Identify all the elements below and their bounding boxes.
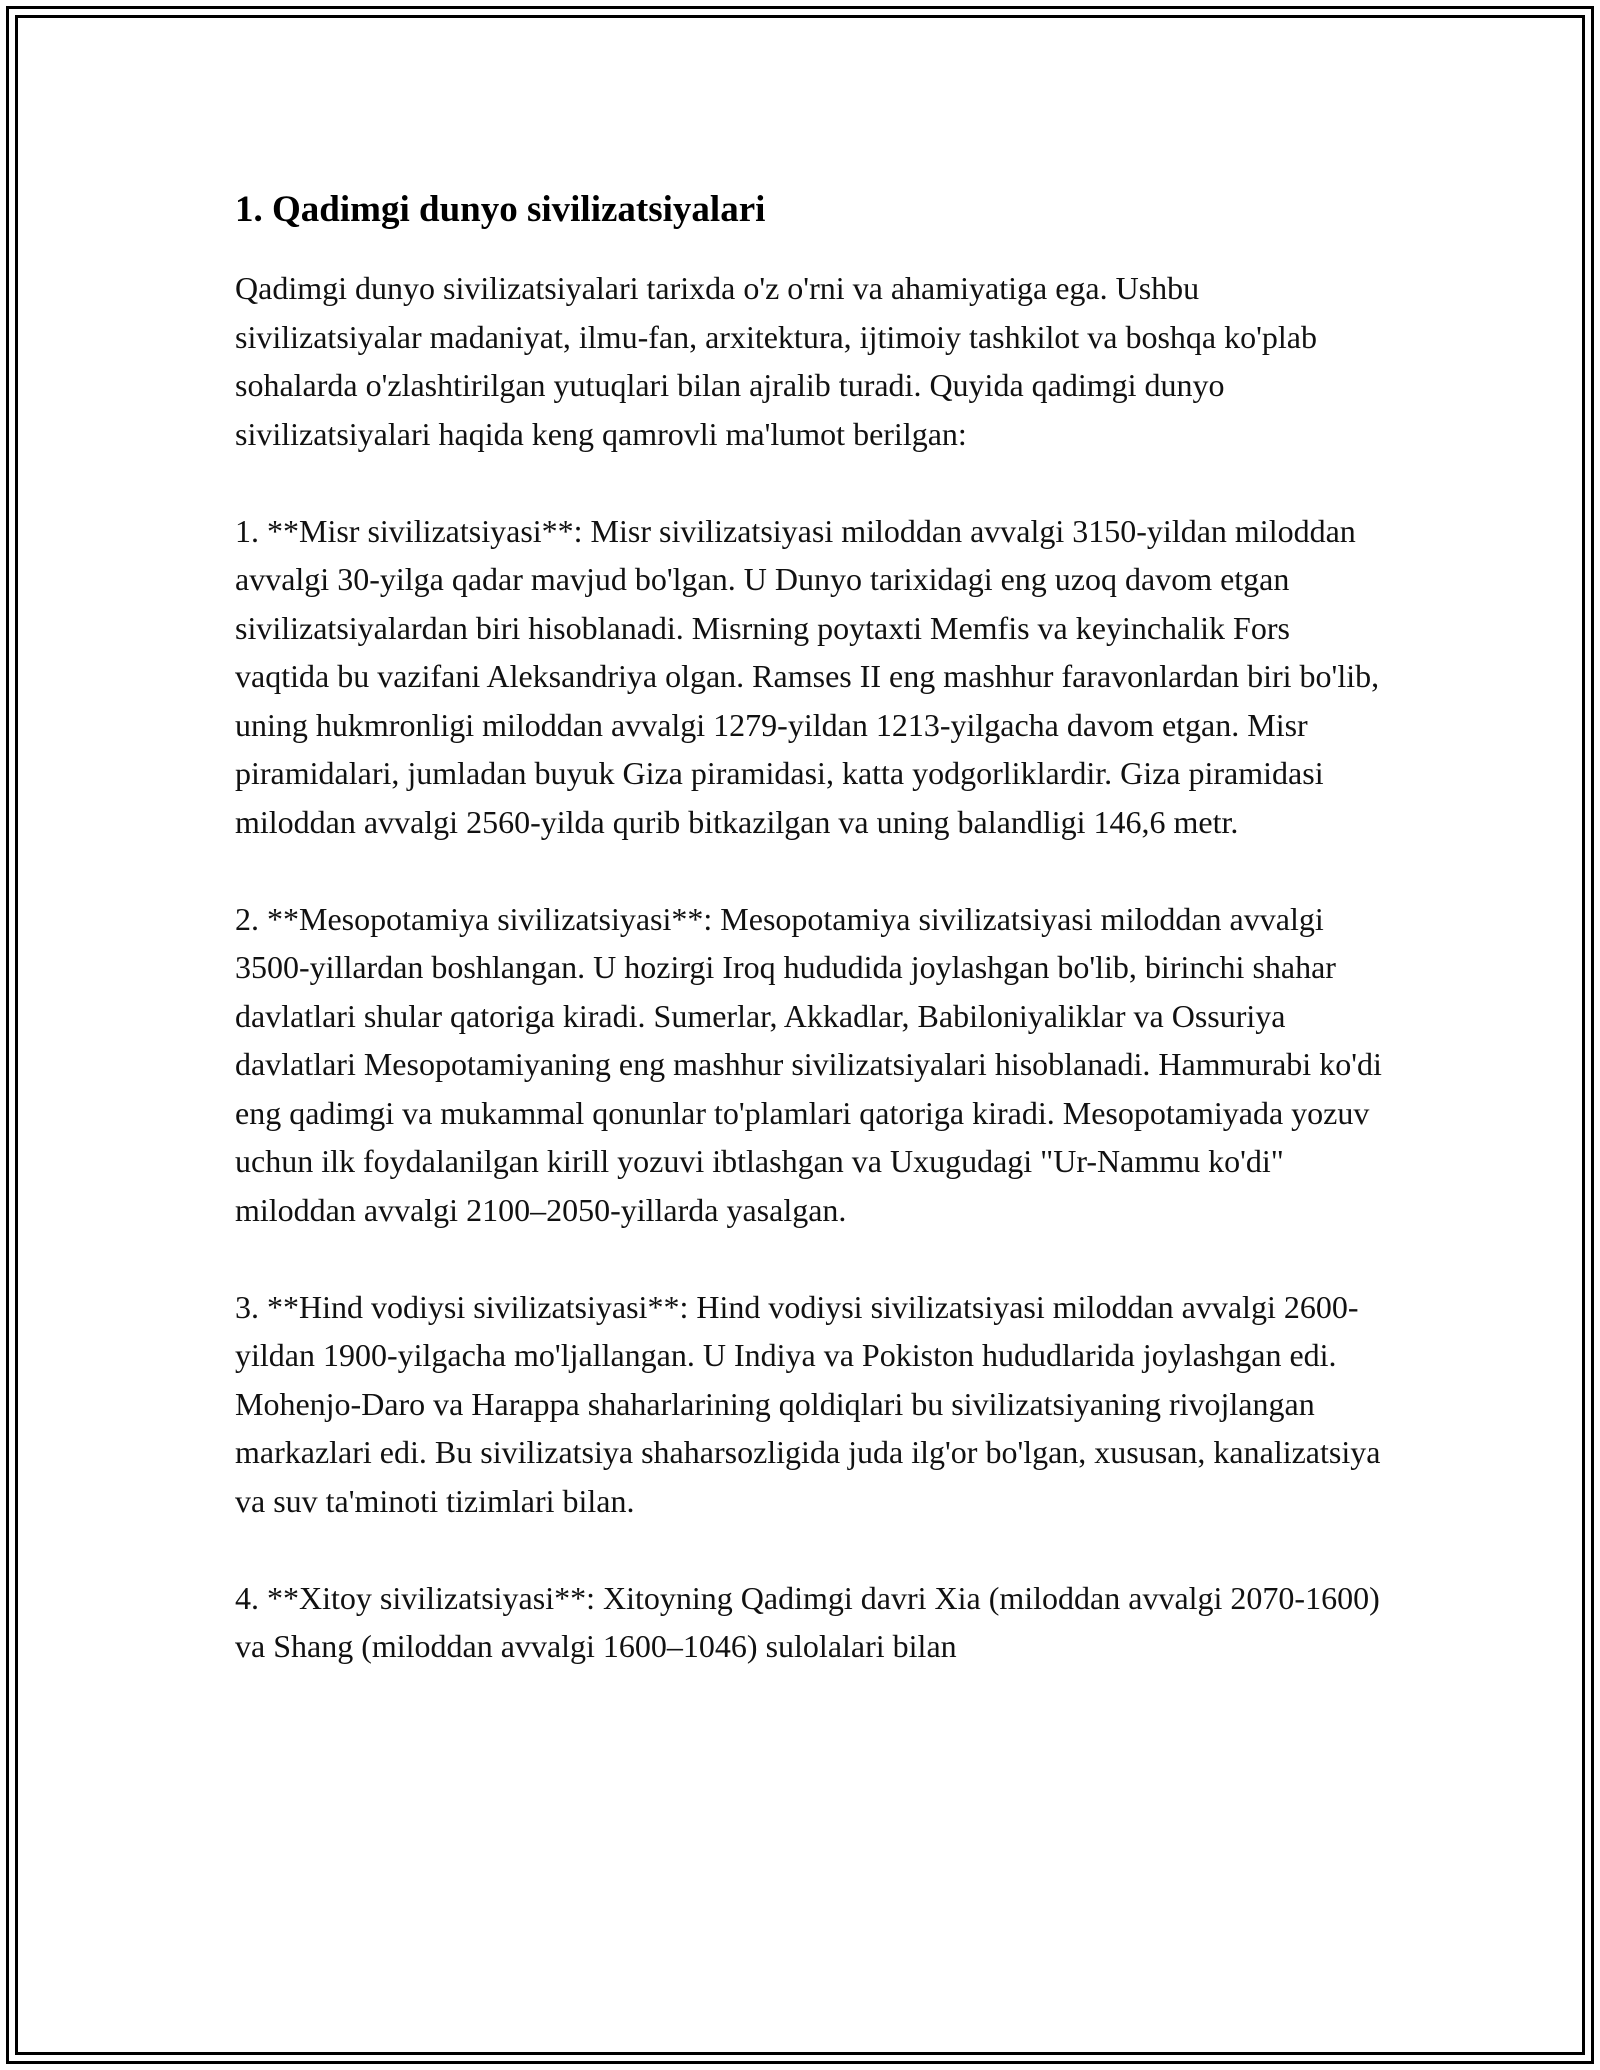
list-item-egypt: 1. **Misr sivilizatsiyasi**: Misr sivilizatsiyasi miloddan avvalgi 3150-yildan miloddan avvalgi 30-yilga qadar mavjud bo'lgan. U Dunyo tarixidagi eng uzoq davom etgan sivilizatsiyalardan biri hisoblanadi. Misrning poytaxti Memfis va keyinchalik Fors vaqtida bu vazifani Aleksandriya olgan. Ramses II eng mashhur faravonlardan biri bo'lib, uning hukmronligi miloddan avvalgi 1279-yildan 1213-yilgacha davom etgan. Misr piramidalari, jumladan buyuk Giza piramidasi, katta yodgorliklardir. Giza piramidasi miloddan avvalgi 2560-yilda qurib bitkazilgan va uning balandligi 146,6 metr. [235, 512, 1380, 840]
section-heading: 1. Qadimgi dunyo sivilizatsiyalari [235, 189, 766, 230]
intro-paragraph: Qadimgi dunyo sivilizatsiyalari tarixda o'z o'rni va ahamiyatiga ega. Ushbu sivilizatsiyalar madaniyat, ilmu-fan, arxitektura, ijtimoiy tashkilot va boshqa ko'plab sohalarda o'zlashtirilgan yutuqlari bilan ajralib turadi. Quyida qadimgi dunyo sivilizatsiyalari haqida keng qamrovli ma'lumot berilgan: [235, 270, 1317, 452]
list-item-mesopotamia: 2. **Mesopotamiya sivilizatsiyasi**: Mesopotamiya sivilizatsiyasi miloddan avvalgi 3500-yillardan boshlangan. U hozirgi Iroq hududida joylashgan bo'lib, birinchi shahar davlatlari shular qatoriga kiradi. Sumerlar, Akkadlar, Babiloniyaliklar va Ossuriya davlatlari Mesopotamiyaning eng mashhur sivilizatsiyalari hisoblanadi. Hammurabi ko'di eng qadimgi va mukammal qonunlar to'plamlari qatoriga kiradi. Mesopotamiyada yozuv uchun ilk foydalanilgan kirill yozuvi ibtlashgan va Uxugudagi "Ur-Nammu ko'di" miloddan avvalgi 2100–2050-yillarda yasalgan. [235, 900, 1382, 1228]
list-item-indus-valley: 3. **Hind vodiysi sivilizatsiyasi**: Hind vodiysi sivilizatsiyasi miloddan avvalgi 2600-yildan 1900-yilgacha mo'ljallangan. U Indiya va Pokiston hududlarida joylashgan edi. Mohenjo-Daro va Harappa shaharlarining qoldiqlari bu sivilizatsiyaning rivojlangan markazlari edi. Bu sivilizatsiya shaharsozligida juda ilg'or bo'lgan, xususan, kanalizatsiya va suv ta'minoti tizimlari bilan. [235, 1288, 1381, 1519]
document-body [235, 186, 1385, 1719]
list-item-china: 4. **Xitoy sivilizatsiyasi**: Xitoyning Qadimgi davri Xia (miloddan avvalgi 2070-1600) va Shang (miloddan avvalgi 1600–1046) sulolalari bilan [235, 1579, 1380, 1664]
